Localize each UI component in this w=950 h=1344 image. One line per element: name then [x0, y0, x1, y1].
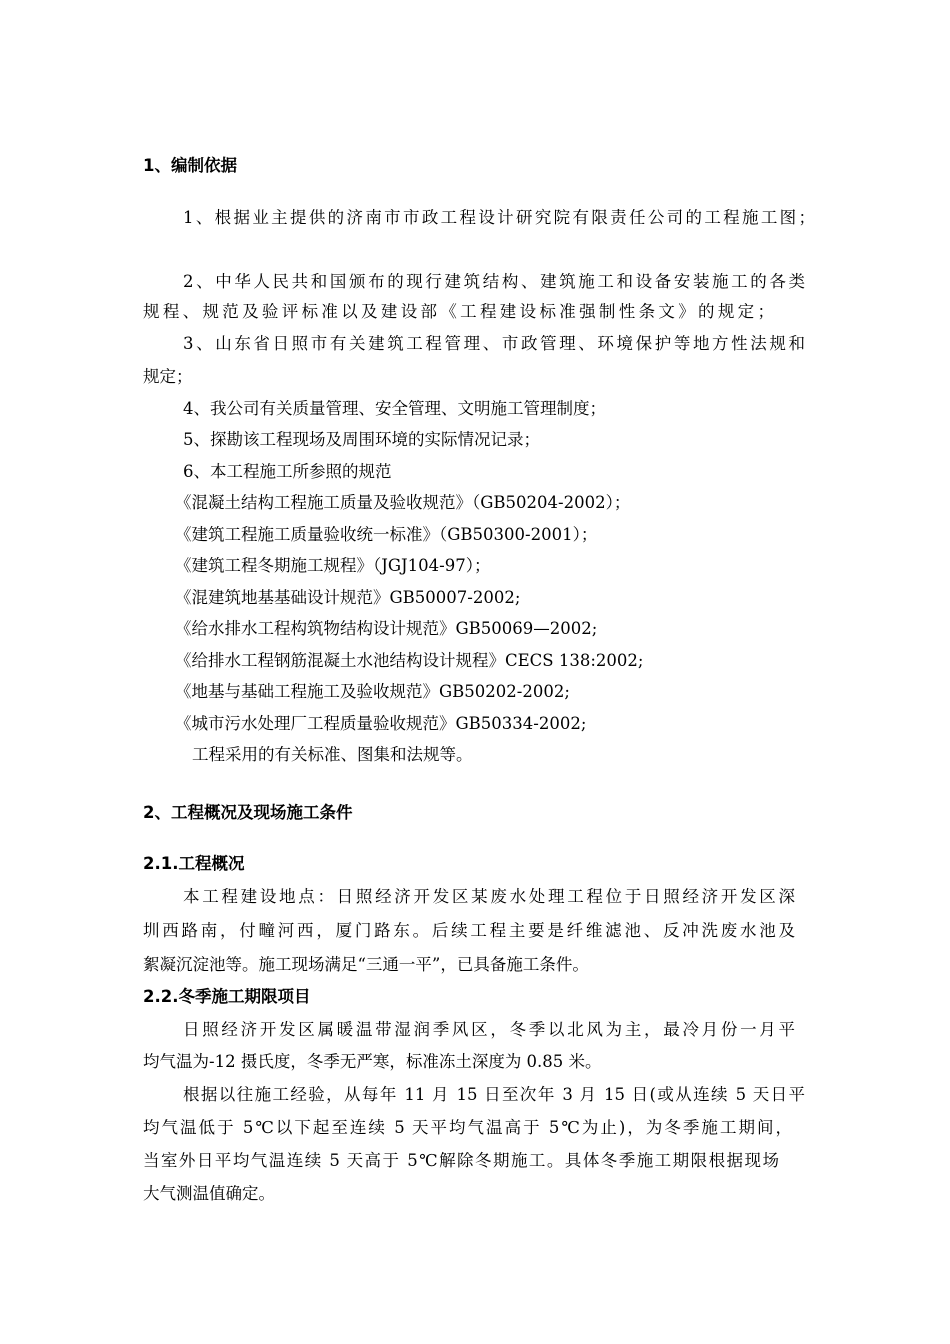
standards-closing: 工程采用的有关标准、图集和法规等。 [192, 745, 473, 764]
basis-item-6: 6、本工程施工所参照的规范 [183, 462, 392, 481]
standard-item: 《混凝土结构工程施工质量及验收规范》（GB50204-2002）； [175, 493, 631, 512]
overview-line: 圳西路南，付疃河西，厦门路东。后续工程主要是纤维滤池、反冲洗废水池及 [143, 921, 795, 940]
basis-item-2: 2、中华人民共和国颁布的现行建筑结构、建筑施工和设备安装施工的各类 [183, 272, 805, 291]
basis-item-4: 4、我公司有关质量管理、安全管理、文明施工管理制度； [183, 399, 606, 418]
section1-heading: 1、编制依据 [143, 156, 237, 175]
standard-item: 《给排水工程钢筋混凝土水池结构设计规程》CECS 138:2002; [175, 651, 644, 670]
basis-item-3-cont: 规定； [143, 367, 193, 386]
overview-line: 本工程建设地点：日照经济开发区某废水处理工程位于日照经济开发区深 [183, 887, 795, 906]
standard-item: 《城市污水处理厂工程质量验收规范》GB50334-2002; [175, 714, 587, 733]
subsection-2-1-heading: 2.1.工程概况 [143, 854, 245, 873]
standard-item: 《建筑工程冬期施工规程》（JGJ104-97）； [175, 556, 491, 575]
winter-line: 大气测温值确定。 [143, 1184, 275, 1203]
winter-line: 日照经济开发区属暖温带湿润季风区，冬季以北风为主，最冷月份一月平 [183, 1020, 795, 1039]
winter-line: 均气温为-12 摄氏度，冬季无严寒，标准冻土深度为 0.85 米。 [143, 1052, 602, 1071]
overview-line: 絮凝沉淀池等。施工现场满足“三通一平”，已具备施工条件。 [143, 955, 589, 974]
basis-item-1: 1、根据业主提供的济南市市政工程设计研究院有限责任公司的工程施工图； [183, 208, 815, 227]
basis-item-5: 5、探勘该工程现场及周围环境的实际情况记录； [183, 430, 540, 449]
standard-item: 《建筑工程施工质量验收统一标准》（GB50300-2001）； [175, 525, 598, 544]
standard-item: 《地基与基础工程施工及验收规范》GB50202-2002; [175, 682, 570, 701]
standard-item: 《混建筑地基基础设计规范》GB50007-2002; [175, 588, 521, 607]
winter-line: 均气温低于 5℃以下起至连续 5 天平均气温高于 5℃为止)，为冬季施工期间， [143, 1118, 792, 1137]
winter-line: 根据以往施工经验，从每年 11 月 15 日至次年 3 月 15 日(或从连续 5 天日平 [183, 1085, 805, 1104]
subsection-2-2-heading: 2.2.冬季施工期限项目 [143, 987, 311, 1006]
section2-heading: 2、工程概况及现场施工条件 [143, 803, 353, 822]
winter-line: 当室外日平均气温连续 5 天高于 5℃解除冬期施工。具体冬季施工期限根据现场 [143, 1151, 779, 1170]
basis-item-2-cont: 规程、规范及验评标准以及建设部《工程建设标准强制性条文》的规定； [143, 302, 774, 321]
basis-item-3: 3、山东省日照市有关建筑工程管理、市政管理、环境保护等地方性法规和 [183, 334, 805, 353]
standard-item: 《给水排水工程构筑物结构设计规范》GB50069—2002; [175, 619, 598, 638]
